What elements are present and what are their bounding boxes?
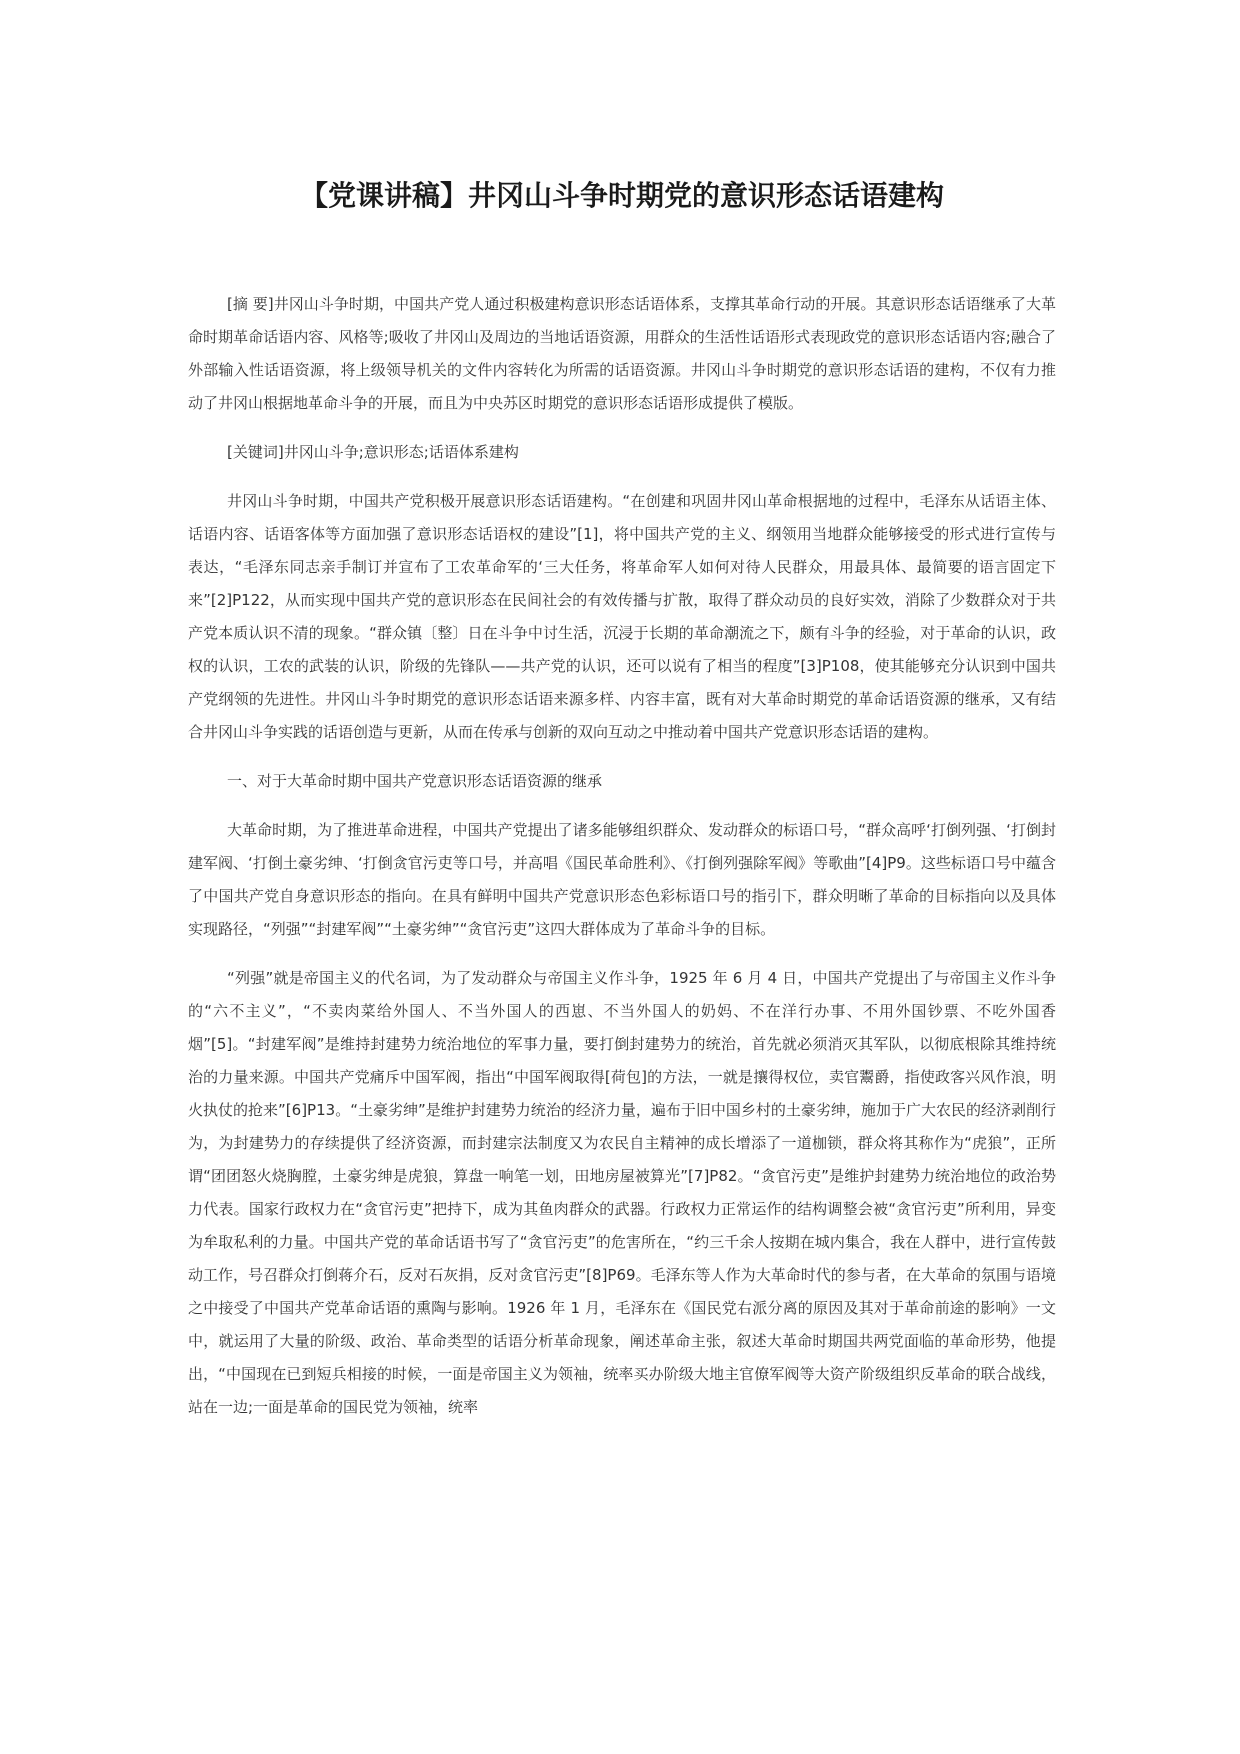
abstract-paragraph: [摘 要]井冈山斗争时期，中国共产党人通过积极建构意识形态话语体系，支撑其革命行动的开展。其意识形态话语继承了大革命时期革命话语内容、风格等;吸收了井冈山及周边的当地话语资源，用群众的生活性话语形式表现政党的意识形态话语内容;融合了外部输入性话语资源，将上级领导机关的文件内容转化为所需的话语资源。井冈山斗争时期党的意识形态话语的建构，不仅有力推动了井冈山根据地革命斗争的开展，而且为中央苏区时期党的意识形态话语形成提供了模版。 xyxy=(188,295,1056,412)
section-heading: 一、对于大革命时期中国共产党意识形态话语资源的继承 xyxy=(227,772,603,790)
intro-paragraph: 井冈山斗争时期，中国共产党积极开展意识形态话语建构。“在创建和巩固井冈山革命根据地的过程中，毛泽东从话语主体、话语内容、话语客体等方面加强了意识形态话语权的建设”[1]，将中国共产党的主义、纲领用当地群众能够接受的形式进行宣传与表达，“毛泽东同志亲手制订并宣布了工农革命军的‘三大任务，将革命军人如何对待人民群众，用最具体、最简要的语言固定下来”[2]P122，从而实现中国共产党的意识形态在民间社会的有效传播与扩散，取得了群众动员的良好实效，消除了少数群众对于共产党本质认识不清的现象。“群众镇〔整〕日在斗争中讨生活，沉浸于长期的革命潮流之下，颇有斗争的经验，对于革命的认识，政权的认识，工农的武装的认识，阶级的先锋队——共产党的认识，还可以说有了相当的程度”[3]P108，使其能够充分认识到中国共产党纲领的先进性。井冈山斗争时期党的意识形态话语来源多样、内容丰富，既有对大革命时期党的革命话语资源的继承，又有结合井冈山斗争实践的话语创造与更新，从而在传承与创新的双向互动之中推动着中国共产党意识形态话语的建构。 xyxy=(188,492,1056,741)
document-body xyxy=(188,288,1056,1424)
document-page xyxy=(188,176,1056,1440)
body-paragraph: 大革命时期，为了推进革命进程，中国共产党提出了诸多能够组织群众、发动群众的标语口号，“群众高呼‘打倒列强、‘打倒封建军阀、‘打倒土豪劣绅、‘打倒贪官污吏等口号，并高唱《国民革命胜利》、《打倒列强除军阀》等歌曲”[4]P9。这些标语口号中蕴含了中国共产党自身意识形态的指向。在具有鲜明中国共产党意识形态色彩标语口号的指引下，群众明晰了革命的目标指向以及具体实现路径，“列强”“封建军阀”“土豪劣绅”“贪官污吏”这四大群体成为了革命斗争的目标。 xyxy=(188,821,1056,938)
keywords-paragraph: [关键词]井冈山斗争;意识形态;话语体系建构 xyxy=(227,443,519,461)
body-paragraph: “列强”就是帝国主义的代名词，为了发动群众与帝国主义作斗争，1925 年 6 月 4 日，中国共产党提出了与帝国主义作斗争的“六不主义”，“不卖肉菜给外国人、不当外国人的西崽、不当外国人的奶妈、不在洋行办事、不用外国钞票、不吃外国香烟”[5]。“封建军阀”是维持封建势力统治地位的军事力量，要打倒封建势力的统治，首先就必须消灭其军队，以彻底根除其维持统治的力量来源。中国共产党痛斥中国军阀，指出“中国军阀取得[荷包]的方法，一就是攘得权位，卖官鬻爵，指使政客兴风作浪，明火执仗的抢来”[6]P13。“土豪劣绅”是维护封建势力统治的经济力量，遍布于旧中国乡村的土豪劣绅，施加于广大农民的经济剥削行为，为封建势力的存续提供了经济资源，而封建宗法制度又为农民自主精神的成长增添了一道枷锁，群众将其称作为“虎狼”，正所谓“团团怒火烧胸膛，土豪劣绅是虎狼，算盘一响笔一划，田地房屋被算光”[7]P82。“贪官污吏”是维护封建势力统治地位的政治势力代表。国家行政权力在“贪官污吏”把持下，成为其鱼肉群众的武器。行政权力正常运作的结构调整会被“贪官污吏”所利用，异变为牟取私利的力量。中国共产党的革命话语书写了“贪官污吏”的危害所在，“约三千余人按期在城内集合，我在人群中，进行宣传鼓动工作，号召群众打倒蒋介石，反对石灰捐，反对贪官污吏”[8]P69。毛泽东等人作为大革命时代的参与者，在大革命的氛围与语境之中接受了中国共产党革命话语的熏陶与影响。1926 年 1 月，毛泽东在《国民党右派分离的原因及其对于革命前途的影响》一文中，就运用了大量的阶级、政治、革命类型的话语分析革命现象，阐述革命主张，叙述大革命时期国共两党面临的革命形势，他提出，“中国现在已到短兵相接的时候，一面是帝国主义为领袖，统率买办阶级大地主官僚军阀等大资产阶级组织反革命的联合战线，站在一边;一面是革命的国民党为领袖，统率 xyxy=(188,969,1056,1416)
document-title: 【党课讲稿】井冈山斗争时期党的意识形态话语建构 xyxy=(299,179,944,212)
